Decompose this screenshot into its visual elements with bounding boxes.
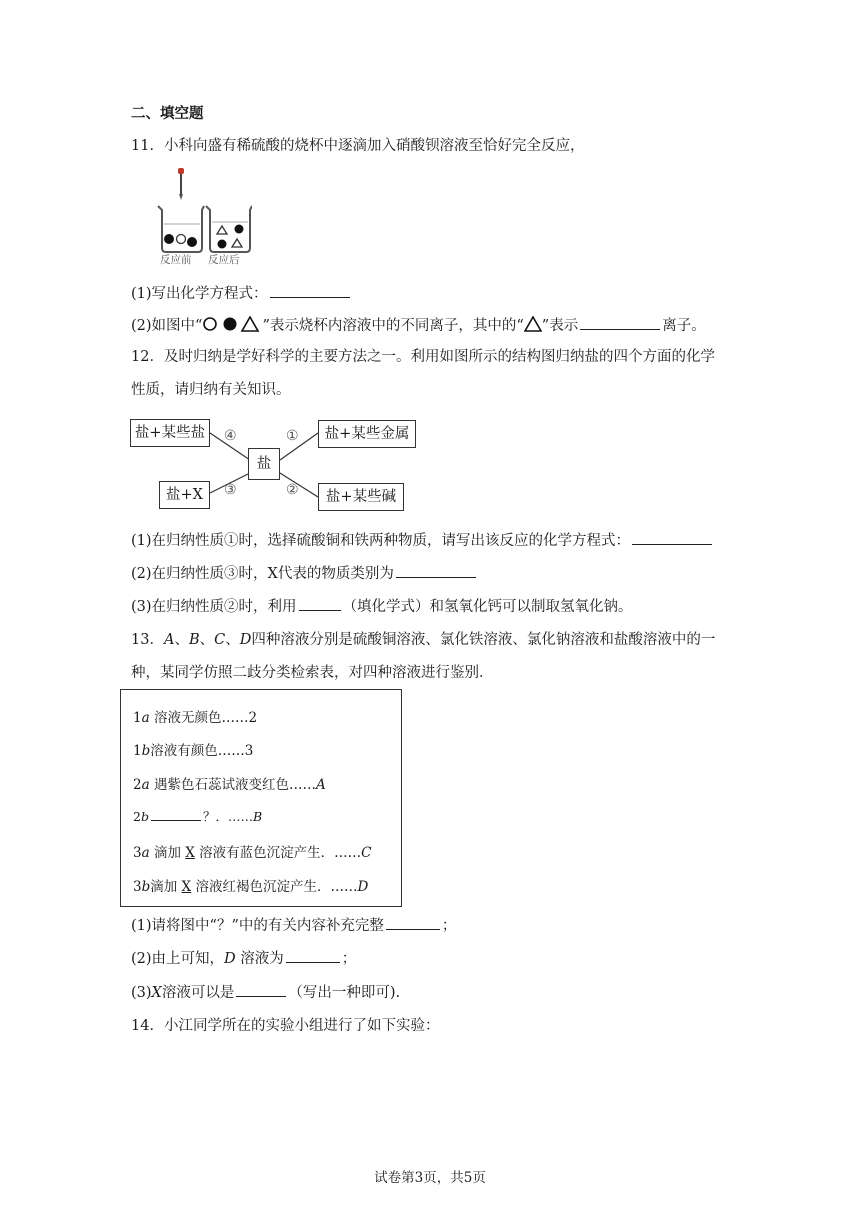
q13-stem-2: 种，某同学仿照二歧分类检索表，对四种溶液进行鉴别．	[131, 665, 494, 681]
key-text: ？．……	[202, 809, 253, 824]
q13-sep: 、	[199, 632, 215, 648]
q13-stem-text: 四种溶液分别是硫酸铜溶液、氯化铁溶液、氯化钠溶液和盐酸溶液中的一	[251, 632, 716, 648]
q13-label-d: D	[239, 632, 252, 648]
box-top-left: 盐+某些盐	[130, 419, 210, 447]
key-letter: b	[141, 743, 151, 759]
q13-num: 13．	[131, 632, 164, 648]
q14-stem: 14．小江同学所在的实验小组进行了如下实验：	[131, 1018, 440, 1034]
q11-part2-text-b: ”表示烧杯内溶液中的不同离子，其中的“	[262, 318, 524, 334]
label-n1: ①	[286, 428, 299, 444]
triangle-icon	[524, 316, 542, 332]
key-result: C	[361, 845, 372, 861]
key-text: 溶液有颜色……3	[150, 743, 254, 759]
beaker-before-icon	[158, 206, 204, 252]
q13-part1-end: ；	[441, 918, 457, 934]
q11-part2-text-c: ”表示	[541, 318, 579, 334]
answer-blank[interactable]	[151, 808, 201, 821]
box-center: 盐	[248, 448, 280, 480]
key-row-2	[133, 739, 253, 759]
label-before: 反应前	[160, 254, 192, 266]
q11-part2-text-d: 离子。	[662, 318, 706, 334]
q13-part3-num: (3)	[131, 985, 152, 1001]
q12-stem-1: 12．及时归纳是学好科学的主要方法之一。利用如图所示的结构图归纳盐的四个方面的化学	[131, 349, 715, 365]
answer-blank[interactable]	[270, 283, 350, 298]
q12-part3	[131, 596, 633, 617]
key-letter: a	[141, 777, 150, 793]
answer-blank[interactable]	[299, 596, 341, 611]
key-row-5	[133, 841, 372, 861]
key-letter: b	[141, 879, 151, 895]
key-x: X	[185, 845, 195, 861]
q13-part2-d: D	[224, 951, 236, 967]
key-result: A	[315, 777, 326, 793]
q11-part2-text-a: (2)如图中“	[131, 318, 203, 334]
q13-sep: 、	[225, 632, 240, 648]
label-n4: ④	[224, 428, 237, 444]
q13-label-b: B	[188, 632, 200, 648]
key-x: X	[181, 879, 192, 895]
q13-part3	[131, 982, 400, 1003]
q13-part3-end: （写出一种即可).	[288, 985, 401, 1001]
label-after: 反应后	[208, 254, 240, 266]
box-bottom-right: 盐+某些碱	[318, 483, 404, 511]
key-num: 3	[133, 879, 142, 895]
box-top-right: 盐+某些金属	[318, 420, 416, 448]
q13-part1-text: (1)请将图中“？”中的有关内容补充完整	[131, 918, 384, 934]
q13-part3-x: X	[151, 985, 162, 1001]
q13-part3-text: 溶液可以是	[161, 985, 235, 1001]
answer-blank[interactable]	[236, 982, 286, 997]
q12-part2-text: (2)在归纳性质③时，X代表的物质类别为	[131, 566, 394, 582]
q12-part3-text-b: （填化学式）和氢氧化钙可以制取氢氧化钠。	[342, 599, 633, 615]
label-n3: ③	[224, 482, 237, 498]
key-row-3	[133, 773, 326, 793]
q12-part1	[131, 530, 714, 551]
dichotomous-key-table	[120, 689, 402, 907]
key-row-1	[133, 706, 257, 726]
key-num: 3	[133, 845, 142, 861]
q12-part2	[131, 563, 478, 584]
beaker-after-icon	[206, 206, 252, 252]
key-row-4	[133, 807, 262, 825]
key-text: 溶液无颜色……2	[149, 710, 258, 726]
section-title: 二、填空题	[131, 105, 204, 122]
key-text: 遇紫色石蕊试液变红色……	[149, 777, 316, 793]
key-result: D	[357, 879, 369, 895]
key-letter: a	[141, 710, 150, 726]
answer-blank[interactable]	[396, 563, 476, 578]
key-row-6	[133, 875, 368, 895]
key-text: 滴加	[149, 845, 186, 861]
answer-blank[interactable]	[286, 948, 340, 963]
key-num: 2	[133, 777, 142, 793]
q13-part2-text-b: 溶液为	[235, 951, 284, 967]
key-num: 2	[133, 809, 141, 824]
key-text: 溶液红褐色沉淀产生．……	[191, 879, 358, 895]
q12-part3-text-a: (3)在归纳性质②时，利用	[131, 599, 297, 615]
beaker-figure	[152, 166, 252, 266]
q13-part1	[131, 915, 456, 936]
q12-stem-2: 性质，请归纳有关知识。	[131, 382, 291, 398]
dropper-icon	[178, 168, 184, 200]
answer-blank[interactable]	[580, 315, 660, 330]
q11-part2	[131, 315, 706, 336]
key-text: 溶液有蓝色沉淀产生．……	[194, 845, 362, 861]
q13-part2	[131, 948, 356, 969]
q13-stem-1	[131, 630, 715, 650]
q13-label-c: C	[214, 632, 226, 648]
ion-symbols-icon	[202, 316, 262, 332]
q12-part1-text: (1)在归纳性质①时，选择硫酸铜和铁两种物质，请写出该反应的化学方程式：	[131, 533, 631, 549]
page-footer: 试卷第3页，共5页	[374, 1170, 486, 1186]
q13-sep: 、	[174, 632, 189, 648]
box-bottom-left: 盐+X	[159, 481, 210, 509]
q13-part2-text: (2)由上可知，	[131, 951, 225, 967]
key-letter: a	[141, 845, 150, 861]
label-n2: ②	[286, 482, 299, 498]
key-letter: b	[140, 809, 149, 824]
answer-blank[interactable]	[632, 530, 712, 545]
q11-part1-text: (1)写出化学方程式：	[131, 286, 268, 302]
key-text: 滴加	[150, 879, 182, 895]
key-result: B	[252, 809, 263, 824]
q13-part2-end: ；	[341, 951, 357, 967]
q11-stem: 11．小科向盛有稀硫酸的烧杯中逐滴加入硝酸钡溶液至恰好完全反应，	[131, 138, 585, 154]
answer-blank[interactable]	[386, 915, 440, 930]
key-num: 1	[133, 743, 142, 759]
q11-part1	[131, 283, 352, 304]
q13-label-a: A	[163, 632, 175, 648]
key-num: 1	[133, 710, 142, 726]
